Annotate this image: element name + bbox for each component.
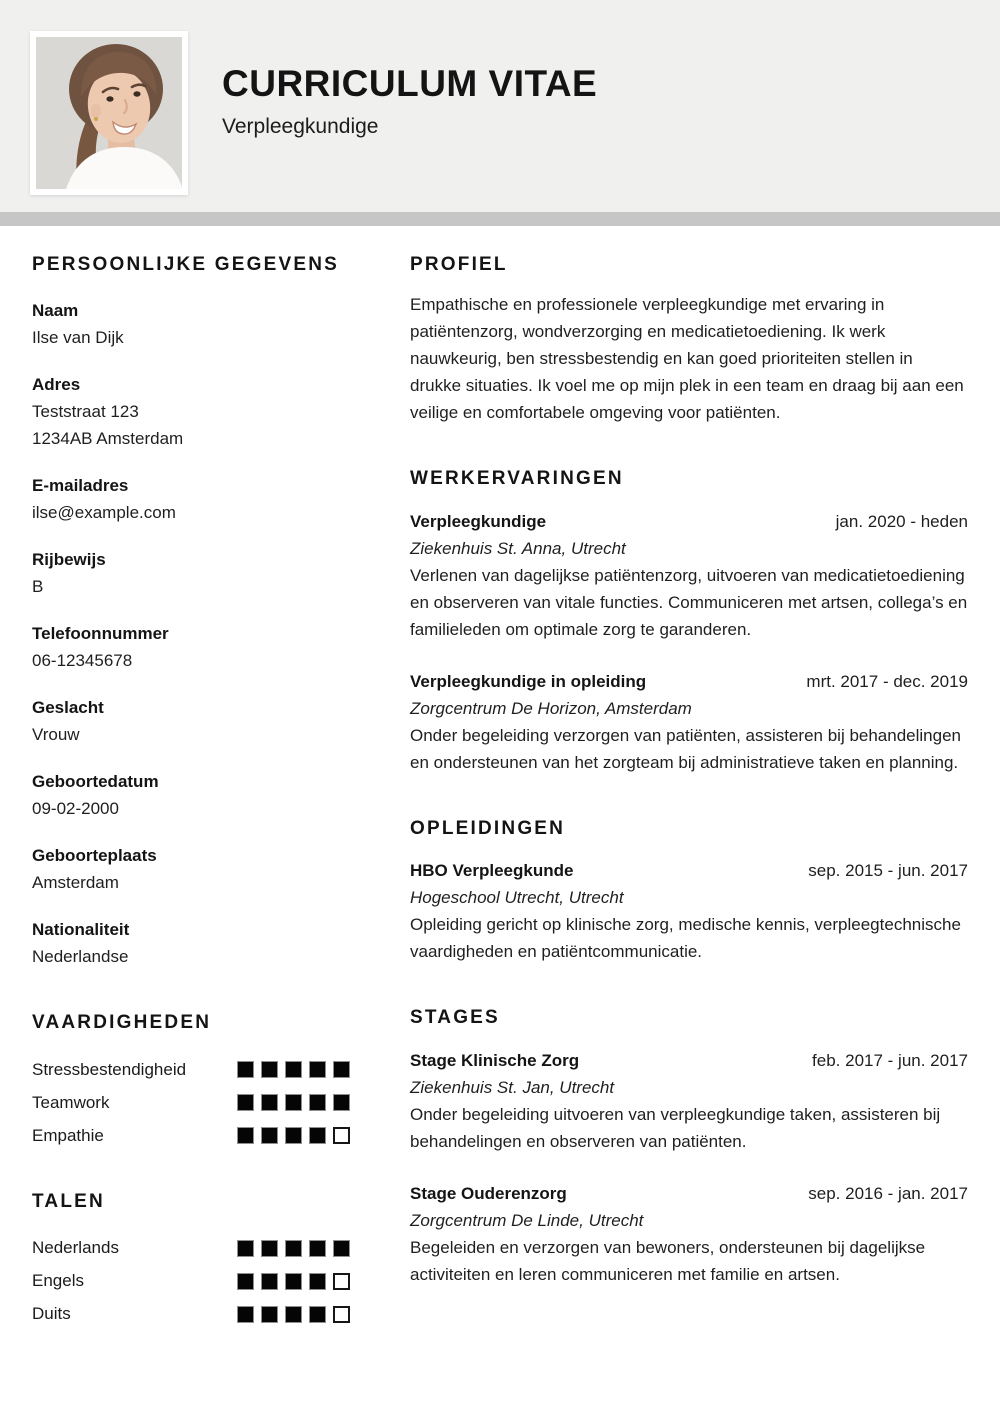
entry-head [410, 857, 968, 884]
rating-label: Empathie [32, 1125, 104, 1145]
section-heading-werkervaringen: WERKERVARINGEN [410, 467, 624, 489]
rating-square-filled [309, 1273, 326, 1290]
entry-description: Verlenen van dagelijkse patiëntenzorg, uitvoeren van medicatietoediening en observeren van vitale functies. Communiceren met artsen, collega’s en familieleden om optimale zorg te garanderen. [410, 565, 968, 639]
right-column [410, 254, 968, 1327]
rating-square-filled [285, 1094, 302, 1111]
personal-field [32, 768, 350, 822]
left-column [32, 254, 350, 1327]
entry [410, 668, 968, 776]
rating-squares [237, 1273, 350, 1290]
field-label: Nationaliteit [32, 919, 130, 939]
entry-period: sep. 2016 - jan. 2017 [808, 1184, 968, 1204]
page-title: CURRICULUM VITAE [222, 63, 598, 104]
entry [410, 1180, 968, 1288]
rating-square-filled [309, 1127, 326, 1144]
field-label: Geslacht [32, 697, 104, 717]
field-value: Teststraat 123 [32, 401, 139, 421]
rating-square-filled [309, 1094, 326, 1111]
entry-description: Onder begeleiding uitvoeren van verpleegkundige taken, assisteren bij behandelingen en observeren van patiënten. [410, 1105, 941, 1152]
rating-row [32, 1235, 350, 1261]
entry-description: Onder begeleiding verzorgen van patiënten, assisteren bij behandelingen en ondersteunen van het zorgteam bij administratieve taken en planning. [410, 725, 961, 772]
field-label: Telefoonnummer [32, 623, 169, 643]
field-value: Vrouw [32, 724, 80, 744]
section-heading-profiel: PROFIEL [410, 254, 508, 275]
rating-square-filled [237, 1094, 254, 1111]
entry-title: Verpleegkundige [410, 511, 547, 531]
rating-square-filled [237, 1127, 254, 1144]
rating-label: Duits [32, 1304, 71, 1324]
personal-field [32, 916, 350, 970]
rating-square-empty [333, 1127, 350, 1144]
entry [410, 857, 968, 965]
field-label: Geboorteplaats [32, 845, 157, 865]
entry [410, 508, 968, 643]
divider-bar [0, 212, 1000, 226]
personal-field [32, 297, 350, 351]
entry-head [410, 1180, 968, 1207]
personal-fields [32, 297, 350, 970]
entry-period: sep. 2015 - jun. 2017 [808, 861, 968, 881]
field-value: ilse@example.com [32, 502, 176, 522]
entry-head [410, 508, 968, 535]
rating-row [32, 1301, 350, 1327]
entry [410, 1047, 968, 1155]
rating-squares [237, 1094, 350, 1111]
skills-list [32, 1057, 350, 1149]
rating-square-filled [309, 1240, 326, 1257]
field-value: 09-02-2000 [32, 798, 119, 818]
rating-squares [237, 1061, 350, 1078]
languages-list [32, 1235, 350, 1327]
rating-square-filled [333, 1240, 350, 1257]
rating-square-filled [261, 1061, 278, 1078]
field-value: B [32, 576, 44, 596]
rating-square-filled [237, 1061, 254, 1078]
entry-head [410, 668, 968, 695]
header [0, 0, 1000, 212]
rating-row [32, 1090, 350, 1116]
rating-square-filled [285, 1240, 302, 1257]
field-label: E-mailadres [32, 475, 129, 495]
entry-description: Begeleiden en verzorgen van bewoners, ondersteunen bij dagelijkse activiteiten en leren communiceren met familie en artsen. [410, 1238, 926, 1285]
experience-entries [410, 508, 968, 776]
rating-square-filled [285, 1306, 302, 1323]
rating-square-filled [285, 1273, 302, 1290]
rating-squares [237, 1306, 350, 1323]
rating-label: Nederlands [32, 1238, 119, 1258]
personal-field [32, 546, 350, 600]
entry-organization: Hogeschool Utrecht, Utrecht [410, 888, 624, 908]
entry-title: Stage Ouderenzorg [410, 1184, 567, 1204]
rating-square-filled [285, 1061, 302, 1078]
entry-head [410, 1047, 968, 1074]
entry-title: HBO Verpleegkunde [410, 861, 574, 881]
rating-square-filled [261, 1240, 278, 1257]
personal-field [32, 842, 350, 896]
page-subtitle: Verpleegkundige [222, 114, 379, 138]
rating-square-filled [261, 1273, 278, 1290]
field-label: Rijbewijs [32, 549, 106, 569]
rating-label: Stressbestendigheid [32, 1059, 187, 1079]
rating-label: Engels [32, 1271, 84, 1291]
entry-organization: Ziekenhuis St. Jan, Utrecht [410, 1078, 615, 1098]
rating-square-filled [261, 1306, 278, 1323]
rating-square-filled [261, 1127, 278, 1144]
profile-photo [30, 31, 188, 195]
field-value: 1234AB Amsterdam [32, 428, 184, 448]
entry-title: Stage Klinische Zorg [410, 1051, 580, 1071]
entry-period: jan. 2020 - heden [835, 511, 968, 531]
personal-field [32, 620, 350, 674]
header-text [222, 64, 597, 139]
section-heading-persoonlijke-gegevens: PERSOONLIJKE GEGEVENS [32, 254, 339, 275]
section-heading-talen: TALEN [32, 1190, 105, 1212]
education-entries [410, 857, 968, 965]
field-value: Ilse van Dijk [32, 327, 124, 347]
rating-squares [237, 1240, 350, 1257]
rating-square-filled [309, 1061, 326, 1078]
entry-organization: Ziekenhuis St. Anna, Utrecht [410, 538, 626, 558]
rating-square-filled [333, 1094, 350, 1111]
rating-square-empty [333, 1306, 350, 1323]
field-label: Naam [32, 300, 79, 320]
rating-square-filled [237, 1306, 254, 1323]
personal-field [32, 371, 350, 452]
entry-description: Opleiding gericht op klinische zorg, medische kennis, verpleegtechnische vaardigheden en patiëntcommunicatie. [410, 915, 961, 962]
rating-row [32, 1057, 350, 1083]
rating-square-empty [333, 1273, 350, 1290]
section-heading-vaardigheden: VAARDIGHEDEN [32, 1011, 212, 1033]
entry-title: Verpleegkundige in opleiding [410, 671, 647, 691]
field-value: Amsterdam [32, 872, 119, 892]
rating-square-filled [261, 1094, 278, 1111]
field-label: Geboortedatum [32, 771, 159, 791]
field-label: Adres [32, 374, 81, 394]
personal-field [32, 472, 350, 526]
content [0, 226, 1000, 1327]
entry-period: feb. 2017 - jun. 2017 [812, 1051, 968, 1071]
portrait-photo-illustration [36, 37, 182, 189]
field-value: 06-12345678 [32, 650, 133, 670]
rating-squares [237, 1127, 350, 1144]
rating-square-filled [237, 1240, 254, 1257]
section-heading-stages: STAGES [410, 1007, 500, 1029]
rating-square-filled [333, 1061, 350, 1078]
field-value: Nederlandse [32, 946, 129, 966]
rating-row [32, 1123, 350, 1149]
rating-square-filled [285, 1127, 302, 1144]
entry-organization: Zorgcentrum De Linde, Utrecht [410, 1211, 644, 1231]
internship-entries [410, 1047, 968, 1288]
entry-organization: Zorgcentrum De Horizon, Amsterdam [410, 698, 692, 718]
profile-text: Empathische en professionele verpleegkundige met ervaring in patiëntenzorg, wondverzorging en medicatietoediening. Ik werk nauwkeurig, ben stressbestendig en kan goed prioriteiten stellen in drukke situaties. Ik voel me op mijn plek in een team en draag bij aan een veilige en comfortabele omgeving voor patiënten. [410, 294, 964, 422]
rating-square-filled [237, 1273, 254, 1290]
entry-period: mrt. 2017 - dec. 2019 [806, 671, 968, 691]
rating-label: Teamwork [32, 1092, 110, 1112]
rating-row [32, 1268, 350, 1294]
personal-field [32, 694, 350, 748]
section-heading-opleidingen: OPLEIDINGEN [410, 817, 566, 839]
rating-square-filled [309, 1306, 326, 1323]
